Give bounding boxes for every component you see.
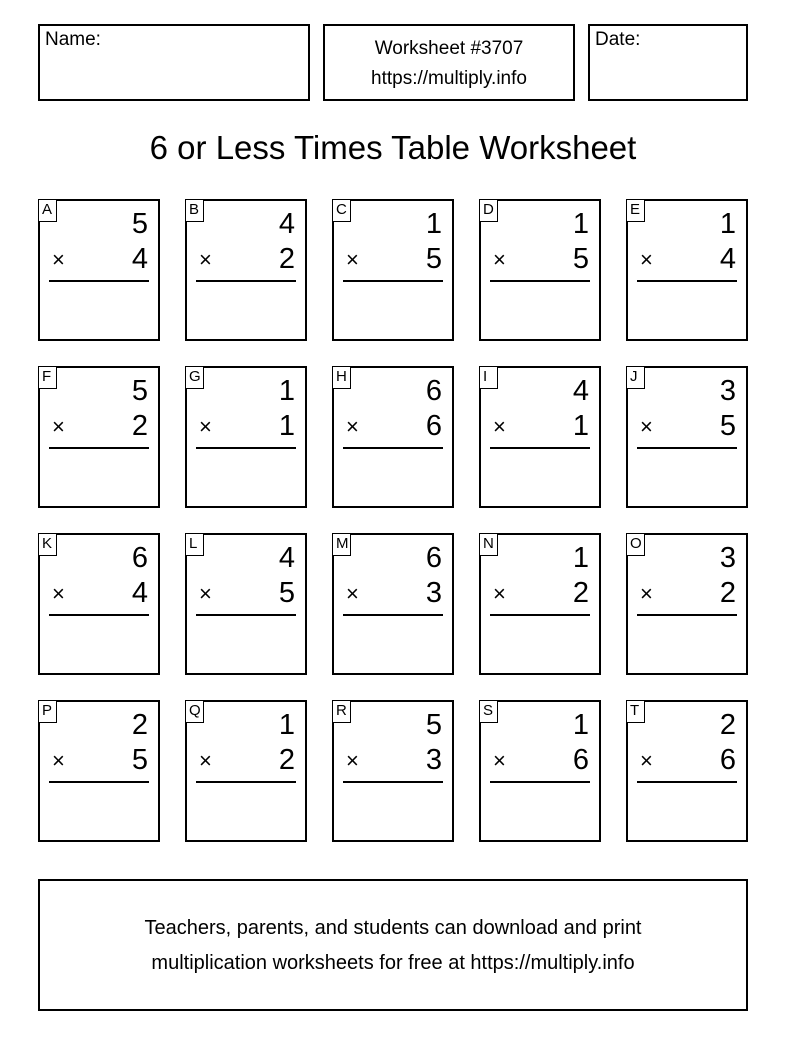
- problem-letter: N: [479, 533, 498, 556]
- multiplicand: 2: [719, 709, 736, 741]
- multiplier: 2: [131, 410, 148, 442]
- problem-letter: Q: [185, 700, 204, 723]
- problem-card-j[interactable]: [626, 366, 748, 508]
- problem-card-o[interactable]: [626, 533, 748, 675]
- answer-line: [196, 280, 296, 282]
- multiplicand: 6: [131, 542, 148, 574]
- times-sign: ×: [52, 748, 65, 773]
- multiplier: 2: [572, 577, 589, 609]
- problem-card-l[interactable]: [185, 533, 307, 675]
- times-sign: ×: [493, 748, 506, 773]
- answer-line: [490, 280, 590, 282]
- page-title: 6 or Less Times Table Worksheet: [149, 129, 637, 166]
- times-sign: ×: [493, 247, 506, 272]
- problem-letter: C: [332, 199, 351, 222]
- worksheet-number: Worksheet #3707: [374, 38, 524, 59]
- problem-letter: L: [185, 533, 204, 556]
- worksheet-info-box: [323, 24, 575, 101]
- multiplier: 2: [719, 577, 736, 609]
- multiplicand: 6: [425, 542, 442, 574]
- multiplicand: 1: [278, 375, 295, 407]
- times-sign: ×: [346, 748, 359, 773]
- worksheet-url[interactable]: https://multiply.info: [371, 68, 527, 89]
- multiplier: 6: [719, 744, 736, 776]
- problem-card-i[interactable]: [479, 366, 601, 508]
- problem-card-m[interactable]: [332, 533, 454, 675]
- name-label: Name:: [45, 29, 101, 50]
- multiplier: 5: [572, 243, 589, 275]
- answer-line: [490, 781, 590, 783]
- multiplier: 5: [278, 577, 295, 609]
- multiplier: 1: [572, 410, 589, 442]
- multiplicand: 4: [278, 542, 295, 574]
- multiplier: 2: [278, 243, 295, 275]
- date-label: Date:: [595, 29, 641, 50]
- problem-letter: D: [479, 199, 498, 222]
- multiplier: 5: [131, 744, 148, 776]
- multiplier: 4: [131, 243, 148, 275]
- times-sign: ×: [640, 581, 653, 606]
- problem-letter: M: [332, 533, 351, 556]
- problem-card-s[interactable]: [479, 700, 601, 842]
- problem-letter: F: [38, 366, 57, 389]
- times-sign: ×: [346, 247, 359, 272]
- multiplicand: 3: [719, 375, 736, 407]
- problem-card-e[interactable]: [626, 199, 748, 341]
- answer-line: [196, 614, 296, 616]
- problem-card-r[interactable]: [332, 700, 454, 842]
- footer-text-line-1: Teachers, parents, and students can download and print: [144, 917, 642, 939]
- multiplicand: 3: [719, 542, 736, 574]
- times-sign: ×: [493, 414, 506, 439]
- problem-letter: E: [626, 199, 645, 222]
- times-sign: ×: [52, 414, 65, 439]
- answer-line: [196, 781, 296, 783]
- times-sign: ×: [640, 748, 653, 773]
- multiplier: 6: [572, 744, 589, 776]
- multiplicand: 1: [572, 208, 589, 240]
- footer-text-line-2: multiplication worksheets for free at https://multiply.info: [151, 952, 635, 974]
- problem-letter: B: [185, 199, 204, 222]
- problem-letter: K: [38, 533, 57, 556]
- problem-letter: J: [626, 366, 645, 389]
- answer-line: [343, 447, 443, 449]
- multiplicand: 1: [572, 542, 589, 574]
- problem-card-q[interactable]: [185, 700, 307, 842]
- answer-line: [49, 614, 149, 616]
- problem-letter: I: [479, 366, 498, 389]
- problem-letter: T: [626, 700, 645, 723]
- footer-box: [38, 879, 748, 1011]
- problem-card-g[interactable]: [185, 366, 307, 508]
- multiplier: 5: [425, 243, 442, 275]
- problem-letter: O: [626, 533, 645, 556]
- times-sign: ×: [199, 414, 212, 439]
- multiplicand: 2: [131, 709, 148, 741]
- times-sign: ×: [640, 247, 653, 272]
- multiplicand: 5: [131, 208, 148, 240]
- multiplicand: 5: [131, 375, 148, 407]
- multiplicand: 1: [719, 208, 736, 240]
- problem-card-h[interactable]: [332, 366, 454, 508]
- problem-letter: A: [38, 199, 57, 222]
- times-sign: ×: [640, 414, 653, 439]
- problem-letter: H: [332, 366, 351, 389]
- answer-line: [637, 781, 737, 783]
- times-sign: ×: [199, 581, 212, 606]
- name-field-box[interactable]: [38, 24, 310, 101]
- multiplier: 6: [425, 410, 442, 442]
- answer-line: [49, 447, 149, 449]
- multiplicand: 5: [425, 709, 442, 741]
- multiplier: 3: [425, 744, 442, 776]
- answer-line: [49, 781, 149, 783]
- problem-card-k[interactable]: [38, 533, 160, 675]
- multiplicand: 4: [278, 208, 295, 240]
- multiplicand: 6: [425, 375, 442, 407]
- multiplier: 3: [425, 577, 442, 609]
- problem-card-t[interactable]: [626, 700, 748, 842]
- times-sign: ×: [493, 581, 506, 606]
- multiplicand: 4: [572, 375, 589, 407]
- times-sign: ×: [346, 414, 359, 439]
- problem-card-p[interactable]: [38, 700, 160, 842]
- answer-line: [490, 614, 590, 616]
- multiplier: 2: [278, 744, 295, 776]
- problem-card-d[interactable]: [479, 199, 601, 341]
- problem-letter: S: [479, 700, 498, 723]
- problem-card-a[interactable]: [38, 199, 160, 341]
- times-sign: ×: [199, 748, 212, 773]
- problem-letter: G: [185, 366, 204, 389]
- answer-line: [196, 447, 296, 449]
- answer-line: [343, 781, 443, 783]
- multiplicand: 1: [572, 709, 589, 741]
- answer-line: [490, 447, 590, 449]
- times-sign: ×: [52, 247, 65, 272]
- multiplier: 4: [131, 577, 148, 609]
- multiplier: 5: [719, 410, 736, 442]
- problem-card-n[interactable]: [479, 533, 601, 675]
- problem-card-c[interactable]: [332, 199, 454, 341]
- multiplier: 1: [278, 410, 295, 442]
- problem-card-f[interactable]: [38, 366, 160, 508]
- date-field-box[interactable]: [588, 24, 748, 101]
- problem-letter: P: [38, 700, 57, 723]
- times-sign: ×: [199, 247, 212, 272]
- times-sign: ×: [52, 581, 65, 606]
- answer-line: [343, 614, 443, 616]
- answer-line: [49, 280, 149, 282]
- problem-card-b[interactable]: [185, 199, 307, 341]
- answer-line: [343, 280, 443, 282]
- multiplicand: 1: [425, 208, 442, 240]
- multiplicand: 1: [278, 709, 295, 741]
- answer-line: [637, 280, 737, 282]
- answer-line: [637, 614, 737, 616]
- times-sign: ×: [346, 581, 359, 606]
- problem-letter: R: [332, 700, 351, 723]
- multiplier: 4: [719, 243, 736, 275]
- answer-line: [637, 447, 737, 449]
